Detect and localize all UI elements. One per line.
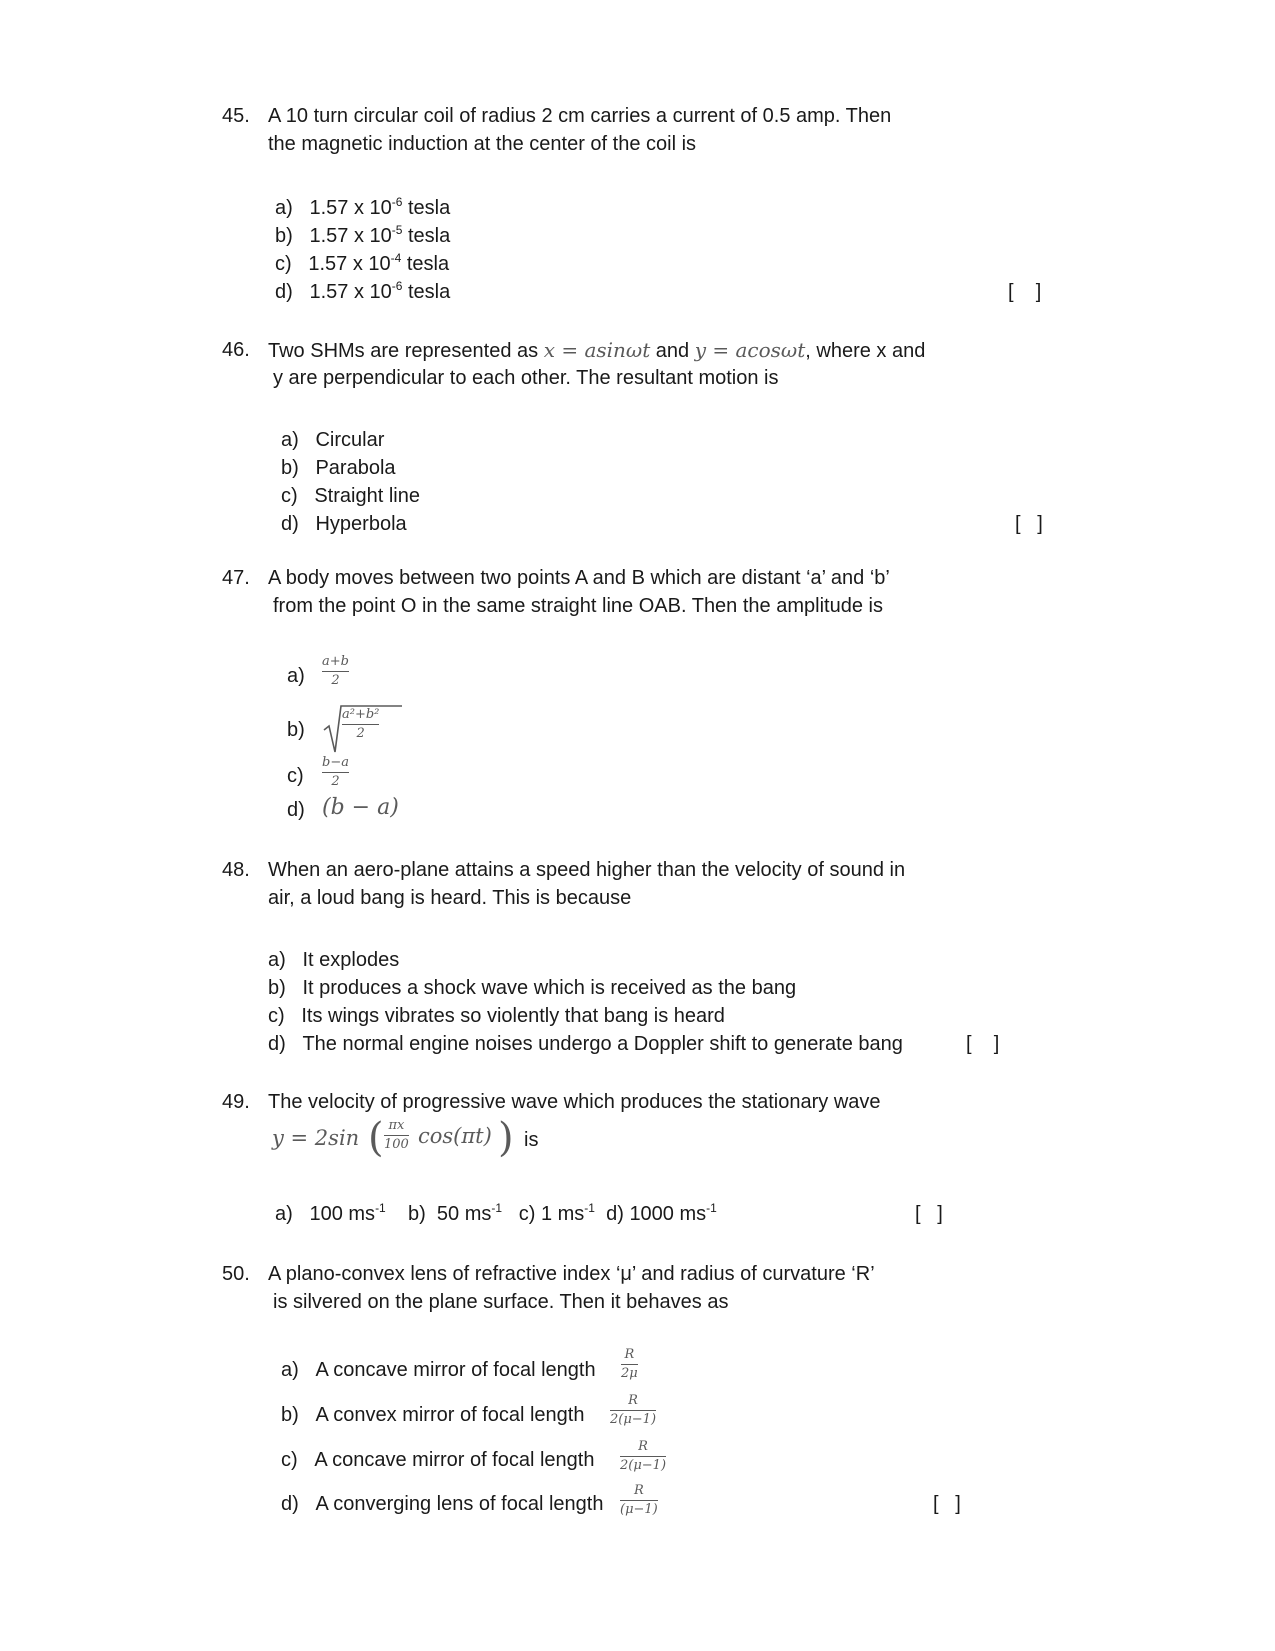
fraction — [621, 1348, 638, 1381]
option-label: b) — [281, 457, 299, 479]
left-paren: ( — [368, 1115, 384, 1161]
option-text: A convex mirror of focal length — [315, 1404, 585, 1426]
option-a — [281, 1358, 596, 1382]
option-label: d) — [281, 1493, 299, 1515]
option-b — [281, 456, 396, 480]
equation: y = 2sin — [272, 1126, 360, 1150]
option-label: a) — [268, 949, 286, 971]
option-c — [268, 1004, 725, 1028]
answer-bracket[interactable]: [ ] — [933, 1493, 961, 1515]
option-text: Straight line — [314, 485, 420, 507]
option-c — [281, 484, 420, 508]
option-text: 1.57 x 10 — [308, 253, 391, 275]
option-label: d) — [275, 281, 293, 303]
question-number: 46. — [222, 339, 250, 361]
denominator: 2(μ−1) — [610, 1412, 657, 1427]
numerator: R — [624, 1347, 635, 1362]
answer-bracket[interactable]: [ ] — [915, 1203, 943, 1225]
option-d — [275, 280, 450, 304]
option-text: Hyperbola — [315, 513, 407, 535]
denominator: 100 — [384, 1137, 409, 1152]
option-label: d) — [281, 513, 299, 535]
option-text: (b − a) — [322, 795, 399, 820]
question-text: from the point O in the same straight line OAB. Then the amplitude is — [273, 595, 883, 617]
question-number: 48. — [222, 859, 250, 881]
exponent: -1 — [584, 1201, 595, 1215]
question-text: the magnetic induction at the center of the coil is — [268, 133, 697, 155]
option-a — [281, 428, 384, 452]
question-number: 47. — [222, 567, 250, 589]
numerator: a+b — [322, 654, 349, 669]
option-label: b) — [287, 719, 305, 741]
option-label: a) — [281, 1359, 299, 1381]
denominator: 2 — [331, 774, 340, 789]
option-label: c) — [281, 485, 298, 507]
fraction — [322, 655, 349, 688]
numerator: b−a — [322, 755, 349, 770]
equation: cos(πt) — [418, 1124, 492, 1148]
exponent: -4 — [390, 251, 402, 265]
question-number: 45. — [222, 105, 250, 127]
options-row — [275, 1202, 717, 1226]
numerator: R — [633, 1483, 644, 1498]
question-text: A plano-convex lens of refractive index ‘μ’ and radius of curvature ‘R’ — [268, 1263, 875, 1285]
numerator: πx — [388, 1118, 405, 1133]
option-text: 1.57 x 10 — [309, 197, 392, 219]
option-d — [281, 512, 407, 536]
numerator: a²+b² — [342, 707, 380, 722]
right-paren: ) — [498, 1115, 514, 1161]
fraction — [384, 1119, 409, 1152]
question-number: 50. — [222, 1263, 250, 1285]
option-label: b) — [268, 977, 286, 999]
option-label: c) — [518, 1203, 536, 1225]
option-label: a) — [287, 665, 305, 687]
option-unit: tesla — [401, 253, 450, 275]
question-text: y are perpendicular to each other. The resultant motion is — [273, 367, 779, 389]
numerator: R — [638, 1439, 648, 1454]
option-b — [275, 224, 450, 248]
question-text: is — [524, 1129, 539, 1151]
option-text: A concave mirror of focal length — [315, 1359, 596, 1381]
answer-bracket[interactable]: [ ] — [1015, 513, 1043, 535]
option-label: d) — [287, 799, 305, 821]
fraction — [610, 1394, 656, 1427]
option-text: Parabola — [315, 457, 396, 479]
option-label: c) — [281, 1449, 298, 1471]
denominator: 2μ — [621, 1366, 638, 1381]
option-d — [281, 1492, 603, 1516]
option-a — [268, 948, 399, 972]
question-text: is silvered on the plane surface. Then it behaves as — [273, 1291, 729, 1313]
fraction — [342, 708, 379, 741]
option-b — [281, 1403, 584, 1427]
option-label: c) — [287, 765, 304, 787]
denominator: 2(μ−1) — [620, 1458, 667, 1473]
answer-bracket[interactable]: [ ] — [966, 1033, 1000, 1055]
question-text: A 10 turn circular coil of radius 2 cm carries a current of 0.5 amp. Then — [268, 105, 892, 127]
option-unit: tesla — [402, 197, 451, 219]
option-text: A concave mirror of focal length — [314, 1449, 595, 1471]
equation: y = acosωt — [694, 338, 806, 362]
denominator: 2 — [331, 673, 340, 688]
option-c — [281, 1448, 594, 1472]
denominator: 2 — [356, 726, 365, 741]
text-segment: , where x and — [805, 340, 926, 362]
option-label: b) — [407, 1203, 426, 1225]
numerator: R — [628, 1393, 638, 1408]
question-text: The velocity of progressive wave which produces the stationary wave — [268, 1091, 881, 1113]
exponent: -6 — [391, 279, 403, 293]
text-segment: Two SHMs are represented as — [268, 340, 544, 362]
question-text — [268, 338, 925, 363]
option-text: 100 ms — [309, 1203, 376, 1225]
option-text: Circular — [315, 429, 385, 451]
option-text: 1.57 x 10 — [309, 281, 392, 303]
option-text: A converging lens of focal length — [315, 1493, 604, 1515]
option-text: 1.57 x 10 — [309, 225, 392, 247]
option-label: d) — [268, 1033, 286, 1055]
answer-bracket[interactable]: [ ] — [1008, 281, 1042, 303]
option-label: a) — [281, 429, 299, 451]
option-label: a) — [275, 1203, 293, 1225]
option-label: c) — [275, 253, 292, 275]
exponent: -1 — [375, 1201, 386, 1215]
option-text: It produces a shock wave which is received as the bang — [302, 977, 797, 999]
denominator: (μ−1) — [620, 1502, 658, 1517]
exponent: -1 — [491, 1201, 503, 1215]
option-label: a) — [275, 197, 293, 219]
option-unit: tesla — [402, 225, 451, 247]
option-text: Its wings vibrates so violently that bang is heard — [301, 1005, 725, 1027]
option-text: 50 ms — [436, 1203, 492, 1225]
fraction — [322, 756, 349, 789]
option-b — [268, 976, 796, 1000]
fraction — [620, 1440, 666, 1473]
option-text: The normal engine noises undergo a Doppler shift to generate bang — [302, 1033, 903, 1055]
option-text: 1000 ms — [629, 1203, 707, 1225]
option-text: 1 ms — [540, 1203, 585, 1225]
question-text: When an aero-plane attains a speed higher than the velocity of sound in — [268, 859, 906, 881]
option-a — [275, 196, 450, 220]
option-label: c) — [268, 1005, 285, 1027]
option-d — [268, 1032, 903, 1056]
option-c — [275, 252, 449, 276]
exponent: -6 — [391, 195, 403, 209]
option-label: d) — [606, 1203, 624, 1225]
exponent: -5 — [391, 223, 403, 237]
question-number: 49. — [222, 1091, 250, 1113]
option-unit: tesla — [402, 281, 451, 303]
exponent: -1 — [706, 1201, 717, 1215]
option-label: b) — [281, 1404, 299, 1426]
question-text: A body moves between two points A and B which are distant ‘a’ and ‘b’ — [268, 567, 890, 589]
text-segment: and — [650, 340, 695, 362]
option-label: b) — [275, 225, 293, 247]
option-text: It explodes — [302, 949, 400, 971]
fraction — [620, 1484, 658, 1517]
equation: x = asinωt — [543, 338, 651, 362]
question-text: air, a loud bang is heard. This is because — [268, 887, 632, 909]
